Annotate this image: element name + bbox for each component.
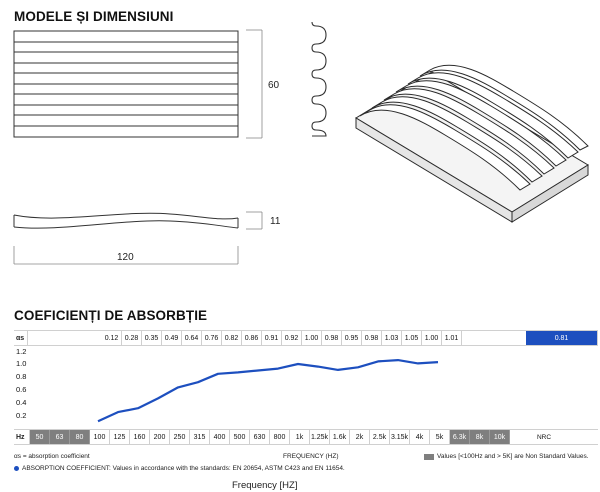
alpha-cell: 0.95 bbox=[342, 331, 362, 345]
high-freq-cell: 6.3k bbox=[450, 430, 470, 444]
freq-cell: 630 bbox=[250, 430, 270, 444]
y-tick-label: 0.8 bbox=[16, 372, 27, 381]
freq-cell: 160 bbox=[130, 430, 150, 444]
nonstandard-legend-text: Values [<100Hz and > 5K] are Non Standard Values. bbox=[437, 453, 589, 460]
grey-swatch-icon bbox=[424, 454, 434, 460]
low-freq-cell: 80 bbox=[70, 430, 90, 444]
alpha-cell: 0.76 bbox=[202, 331, 222, 345]
thickness-dimension-label: 11 bbox=[270, 216, 281, 227]
freq-cell: 125 bbox=[110, 430, 130, 444]
freq-cell: 1k bbox=[290, 430, 310, 444]
width-dimension-label: 120 bbox=[117, 252, 134, 263]
freq-cell: 500 bbox=[230, 430, 250, 444]
high-freq-cell: 10k bbox=[490, 430, 510, 444]
alpha-cell: 0.12 bbox=[102, 331, 122, 345]
frequency-row bbox=[14, 429, 598, 445]
y-tick-label: 1.0 bbox=[16, 359, 27, 368]
section-title-models: MODELE ȘI DIMENSIUNI bbox=[14, 9, 174, 24]
low-freq-cell: 63 bbox=[50, 430, 70, 444]
alpha-definition: αs = absorption coefficient bbox=[14, 453, 90, 460]
alpha-cell: 1.03 bbox=[382, 331, 402, 345]
freq-cell: 200 bbox=[150, 430, 170, 444]
blue-dot-icon bbox=[14, 466, 19, 471]
nrc-label-cell: NRC bbox=[536, 433, 552, 441]
alpha-cell: 0.98 bbox=[322, 331, 342, 345]
alpha-row-label: αs bbox=[14, 331, 28, 345]
freq-cell: 250 bbox=[170, 430, 190, 444]
alpha-cell: 0.49 bbox=[162, 331, 182, 345]
alpha-cell: 0.92 bbox=[282, 331, 302, 345]
alpha-cell: 1.01 bbox=[442, 331, 462, 345]
standards-legend-text: ABSORPTION COEFFICIENT: Values in accordance with the standards: EN 20654, ASTM C423 and EN 11654. bbox=[22, 465, 345, 472]
y-tick-label: 0.6 bbox=[16, 385, 27, 394]
freq-cell: 1.6k bbox=[330, 430, 350, 444]
freq-cell: 4k bbox=[410, 430, 430, 444]
freq-cell: 2k bbox=[350, 430, 370, 444]
high-freq-cell: 8k bbox=[470, 430, 490, 444]
frequency-axis-label: FREQUENCY (HZ) bbox=[283, 453, 339, 460]
alpha-cell: 0.64 bbox=[182, 331, 202, 345]
freq-cell: 3.15k bbox=[390, 430, 410, 444]
low-freq-cell: 50 bbox=[30, 430, 50, 444]
freq-cell: 5k bbox=[430, 430, 450, 444]
freq-cell: 100 bbox=[90, 430, 110, 444]
alpha-cell: 0.86 bbox=[242, 331, 262, 345]
alpha-cell: 0.82 bbox=[222, 331, 242, 345]
alpha-cell: 0.35 bbox=[142, 331, 162, 345]
freq-cell: 2.5k bbox=[370, 430, 390, 444]
alpha-cell: 0.28 bbox=[122, 331, 142, 345]
alpha-cell: 1.05 bbox=[402, 331, 422, 345]
hz-row-label: Hz bbox=[14, 430, 30, 444]
alpha-cell: 1.00 bbox=[422, 331, 442, 345]
section-title-coefficients: COEFICIENȚI DE ABSORBȚIE bbox=[14, 308, 208, 323]
nrc-value-cell: 0.81 bbox=[526, 331, 598, 345]
alpha-cell: 1.00 bbox=[302, 331, 322, 345]
y-tick-label: 0.2 bbox=[16, 411, 27, 420]
freq-cell: 1.25k bbox=[310, 430, 330, 444]
standards-legend bbox=[14, 465, 345, 472]
alpha-cell: 0.91 bbox=[262, 331, 282, 345]
y-tick-label: 0.4 bbox=[16, 398, 27, 407]
frequency-caption: Frequency [HZ] bbox=[232, 480, 298, 491]
freq-cell: 315 bbox=[190, 430, 210, 444]
alpha-cell: 0.98 bbox=[362, 331, 382, 345]
nonstandard-legend bbox=[424, 453, 589, 460]
absorption-series-line bbox=[98, 360, 438, 421]
freq-cell: 800 bbox=[270, 430, 290, 444]
height-dimension-label: 60 bbox=[268, 80, 280, 91]
y-tick-label: 1.2 bbox=[16, 347, 27, 356]
freq-cell: 400 bbox=[210, 430, 230, 444]
